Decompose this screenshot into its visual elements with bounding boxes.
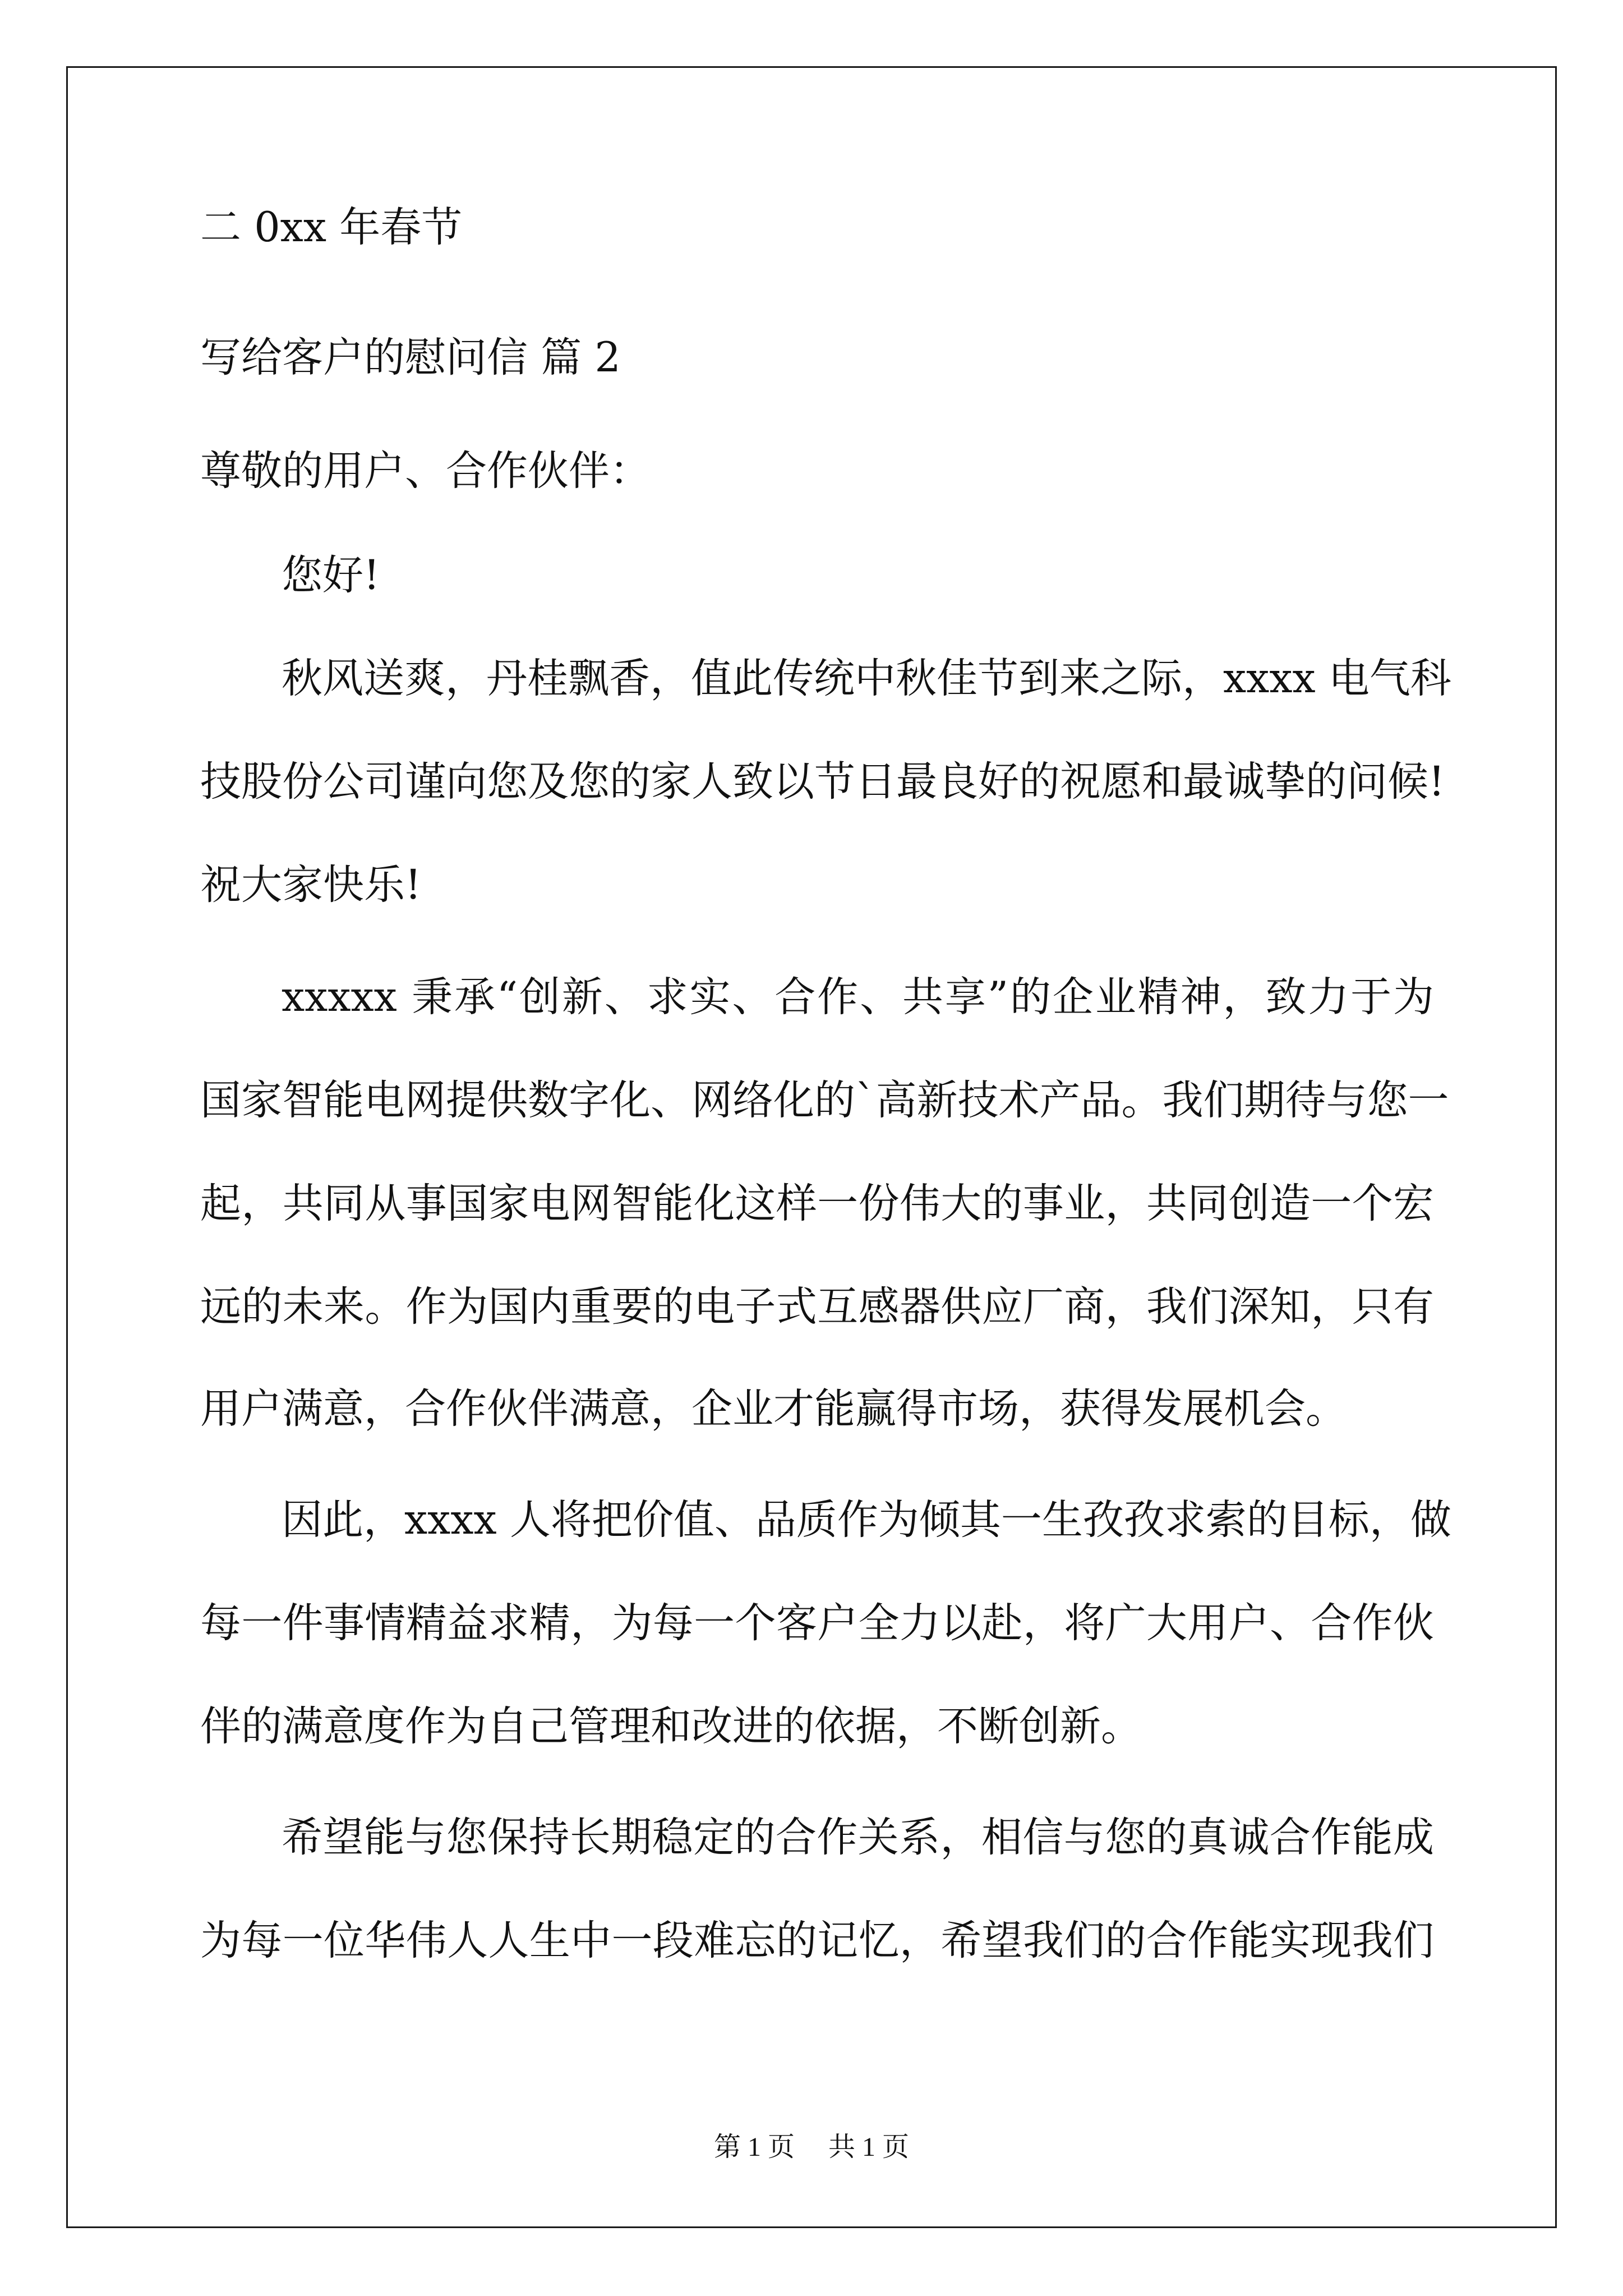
paragraph-2-line-4: 远的未来。作为国内重要的电子式互感器供应厂商，我们深知，只有: [200, 1283, 1434, 1331]
paragraph-3-line-1: 因此，xxxx 人将把价值、品质作为倾其一生孜孜求索的目标，做: [282, 1496, 1451, 1544]
page-border: [66, 66, 1557, 2228]
page-number: 第 1 页: [713, 2132, 795, 2162]
greeting: 您好!: [282, 551, 380, 599]
paragraph-4-line-1: 希望能与您保持长期稳定的合作关系，相信与您的真诚合作能成: [282, 1814, 1434, 1861]
paragraph-1-line-2: 技股份公司谨向您及您的家人致以节日最良好的祝愿和最诚挚的问候!: [200, 758, 1445, 806]
paragraph-3-line-2: 每一件事情精益求精，为每一个客户全力以赴，将广大用户、合作伙: [200, 1599, 1434, 1647]
page-footer: [0, 2131, 1623, 2164]
paragraph-2-line-3: 起，共同从事国家电网智能化这样一份伟大的事业，共同创造一个宏: [200, 1180, 1434, 1227]
paragraph-2-line-2: 国家智能电网提供数字化、网络化的`高新技术产品。我们期待与您一: [200, 1076, 1449, 1124]
paragraph-2-line-1: xxxxx 秉承“创新、求实、合作、共享”的企业精神，致力于为: [282, 973, 1434, 1021]
salutation: 尊敬的用户、合作伙伴：: [200, 447, 651, 495]
paragraph-1-line-3: 祝大家快乐!: [200, 861, 422, 909]
page-total: 共 1 页: [828, 2132, 910, 2162]
paragraph-1-line-1: 秋风送爽，丹桂飘香，值此传统中秋佳节到来之际，xxxx 电气科: [282, 655, 1451, 702]
section-heading: 写给客户的慰问信 篇 2: [200, 334, 621, 381]
greeting-date-line: 二 0xx 年春节: [200, 204, 463, 251]
paragraph-3-line-3: 伴的满意度作为自己管理和改进的依据，不断创新。: [200, 1703, 1142, 1750]
paragraph-4-line-2: 为每一位华伟人人生中一段难忘的记忆，希望我们的合作能实现我们: [200, 1917, 1434, 1964]
paragraph-2-line-5: 用户满意，合作伙伴满意，企业才能赢得市场，获得发展机会。: [200, 1385, 1347, 1433]
